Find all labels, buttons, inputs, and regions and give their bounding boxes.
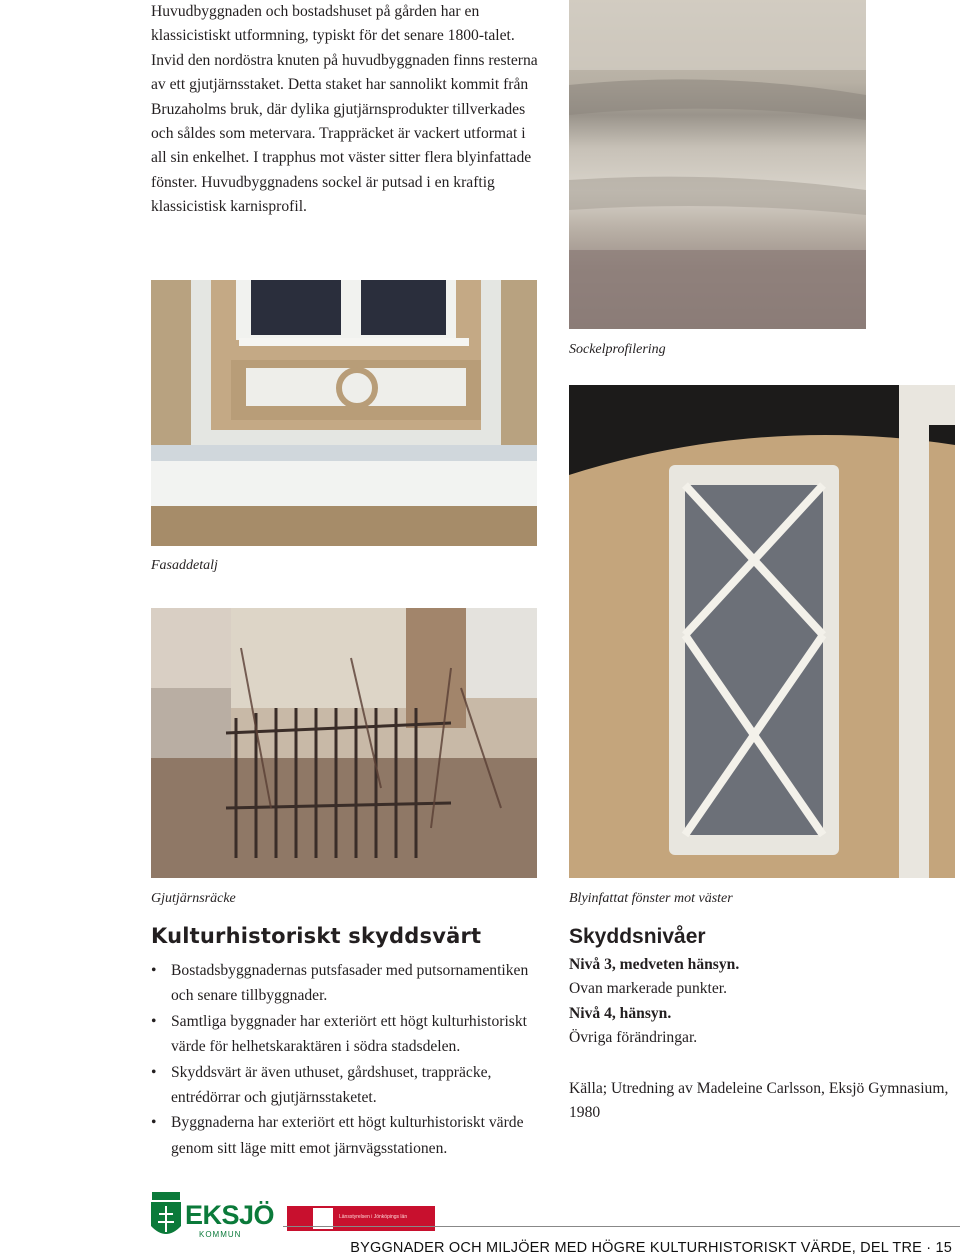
list-item-text: Skyddsvärt är även uthuset, gårdshuset, trappräcke, entrédörrar och gjutjärnsstaketet. (171, 1063, 492, 1107)
photo-fasaddetalj (151, 280, 537, 546)
list-item (151, 958, 543, 1009)
level-3-label: Nivå 3, medveten hänsyn. (569, 956, 740, 973)
bullet-icon: • (151, 962, 157, 979)
eksjo-logo (149, 1192, 275, 1244)
levels-block (569, 953, 954, 1125)
caption-fasaddetalj: Fasaddetalj (151, 558, 218, 573)
photo-blyinfattat-fonster (569, 385, 955, 878)
partner-logo (287, 1206, 435, 1231)
level-4-label: Nivå 4, hänsyn. (569, 1004, 672, 1022)
caption-sockelprofilering: Sockelprofilering (569, 342, 666, 357)
level-4-text: Övriga förändringar. (569, 1029, 698, 1047)
partner-text: Länsstyrelsen i Jönköpings län (339, 1214, 408, 1220)
bullet-icon: • (151, 1012, 157, 1030)
photo-sockelprofilering (569, 0, 866, 329)
list-item-text: Byggnaderna har exteriört ett högt kulturhistoriskt värde genom sitt läge mitt emot järnvägsstationen. (171, 1114, 524, 1157)
protected-heading: Kulturhistoriskt skyddsvärt (151, 924, 482, 948)
body-text (151, 0, 543, 220)
list-item (151, 1009, 543, 1060)
bullet-icon: • (151, 1063, 157, 1081)
source-text: Källa; Utredning av Madeleine Carlsson, Eksjö Gymnasium, 1980 (569, 1079, 949, 1122)
bullet-icon: • (151, 1114, 157, 1132)
list-item-text: Samtliga byggnader har exteriört ett högt kulturhistoriskt värde för helhetskaraktären i södra stadsdelen. (171, 1012, 527, 1056)
logo-sub: KOMMUN (199, 1230, 242, 1239)
levels-heading: Skyddsnivåer (569, 925, 706, 948)
caption-gjutjarnsracke: Gjutjärnsräcke (151, 891, 236, 906)
paragraph-1: Huvudbyggnaden och bostadshuset på gården har en klassicistiskt utformning, typiskt för det senare 1800-talet. (151, 3, 515, 45)
list-item-text: Bostadsbyggnadernas putsfasader med putsornamentiken och senare tillbyggnader. (171, 962, 529, 1005)
paragraph-2: Invid den nordöstra knuten på huvudbyggnaden finns resterna av ett gjutjärnsstaket. Detta staket har sannolikt kommit från Bruzaholms bruk, där dylika gjutjärnsprodukter tillverkades och såldes som metervara. Trappräcket är vackert utformat i all sin enkelhet. I trapphus mot väster sitter flera blyinfattade fönster. Huvudbyggnadens sockel är putsad i en kraftig klassicistisk karnisprofil. (151, 51, 538, 216)
list-item (151, 1060, 543, 1111)
list-item (151, 1110, 543, 1161)
photo-gjutjarnsracke (151, 608, 537, 878)
protected-list (151, 958, 543, 1161)
level-3-text: Ovan markerade punkter. (569, 980, 728, 998)
caption-blyinfattat-fonster: Blyinfattat fönster mot väster (569, 891, 733, 906)
footer-divider (283, 1226, 960, 1227)
running-title: BYGGNADER OCH MILJÖER MED HÖGRE KULTURHISTORISKT VÄRDE, DEL TRE · 15 (350, 1240, 952, 1256)
logo-name: EKSJÖ (185, 1200, 275, 1230)
eksjo-coat-of-arms-icon (149, 1192, 183, 1242)
